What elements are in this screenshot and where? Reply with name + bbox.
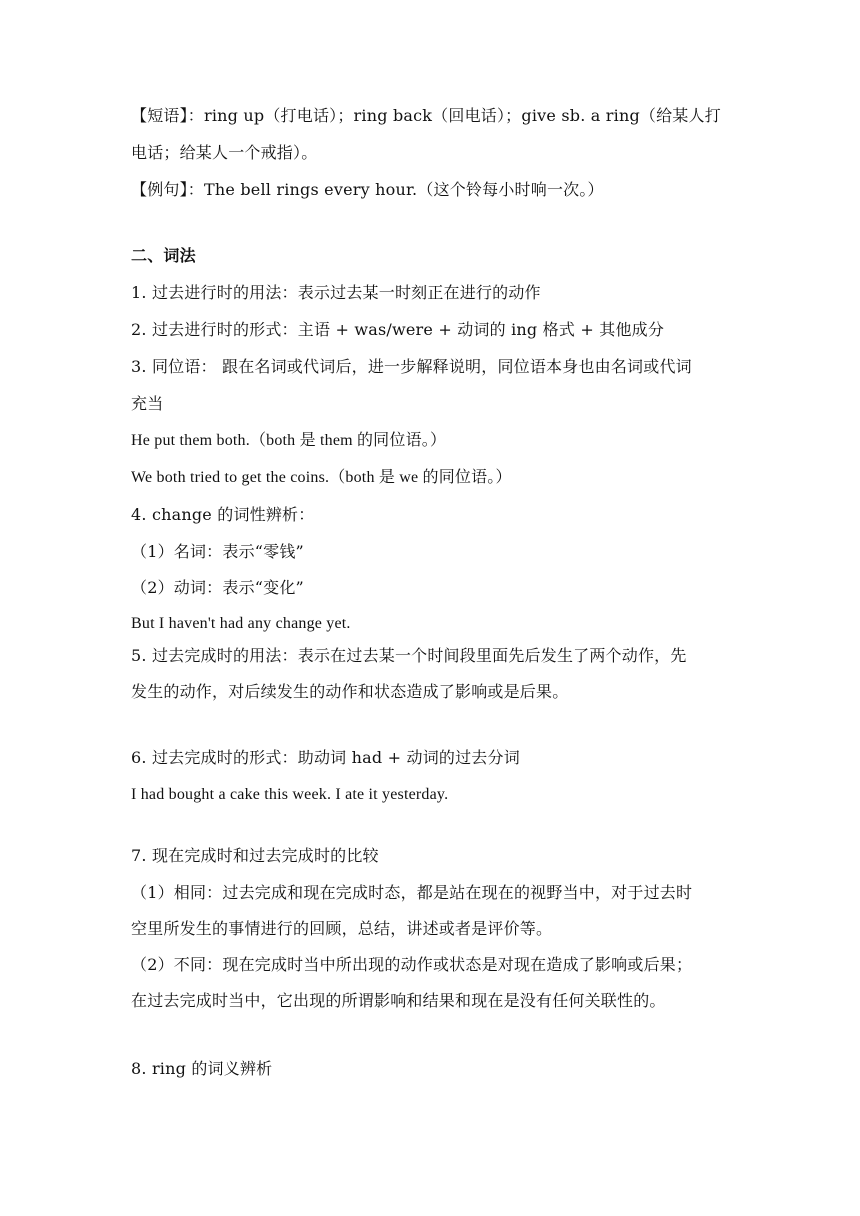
point-4-noun: （1）名词：表示“零钱” [131, 542, 304, 561]
point-7-diff-line-2: 在过去完成时当中，它出现的所谓影响和结果和现在是没有任何关联性的。 [131, 991, 666, 1010]
point-2: 2. 过去进行时的形式：主语 + was/were + 动词的 ing 格式 + 其他成分 [131, 320, 665, 339]
point-4: 4. change 的词性辨析： [131, 505, 315, 524]
phrase-line-2: 电话；给某人一个戒指）。 [131, 143, 318, 162]
point-8: 8. ring 的词义辨析 [131, 1059, 273, 1078]
point-6: 6. 过去完成时的形式：助动词 had + 动词的过去分词 [131, 748, 520, 767]
point-7-same-line-2: 空里所发生的事情进行的回顾，总结，讲述或者是评价等。 [131, 919, 553, 938]
point-1: 1. 过去进行时的用法：表示过去某一时刻正在进行的动作 [131, 283, 541, 302]
example-line: 【例句】：The bell rings every hour.（这个铃每小时响一次。） [131, 180, 604, 199]
past-perfect-example: I had bought a cake this week. I ate it yesterday. [131, 786, 449, 803]
appositive-example-2: We both tried to get the coins.（both 是 we 的同位语。） [131, 469, 512, 486]
point-5-line-2: 发生的动作，对后续发生的动作和状态造成了影响或是后果。 [131, 682, 569, 701]
point-7: 7. 现在完成时和过去完成时的比较 [131, 846, 379, 865]
phrase-line-1: 【短语】：ring up（打电话）；ring back（回电话）；give sb. a ring（给某人打 [131, 106, 721, 125]
point-5-line-1: 5. 过去完成时的用法：表示在过去某一个时间段里面先后发生了两个动作，先 [131, 646, 687, 665]
point-3-line-2: 充当 [131, 394, 164, 413]
change-example: But I haven't had any change yet. [131, 615, 351, 632]
point-7-same-line-1: （1）相同：过去完成和现在完成时态，都是站在现在的视野当中，对于过去时 [131, 883, 693, 902]
point-3-line-1: 3. 同位语： 跟在名词或代词后，进一步解释说明，同位语本身也由名词或代词 [131, 357, 692, 376]
section-heading-grammar: 二、词法 [131, 246, 196, 265]
point-4-verb: （2）动词：表示“变化” [131, 578, 304, 597]
appositive-example-1: He put them both.（both 是 them 的同位语。） [131, 432, 447, 449]
point-7-diff-line-1: （2）不同：现在完成时当中所出现的动作或状态是对现在造成了影响或后果； [131, 955, 693, 974]
